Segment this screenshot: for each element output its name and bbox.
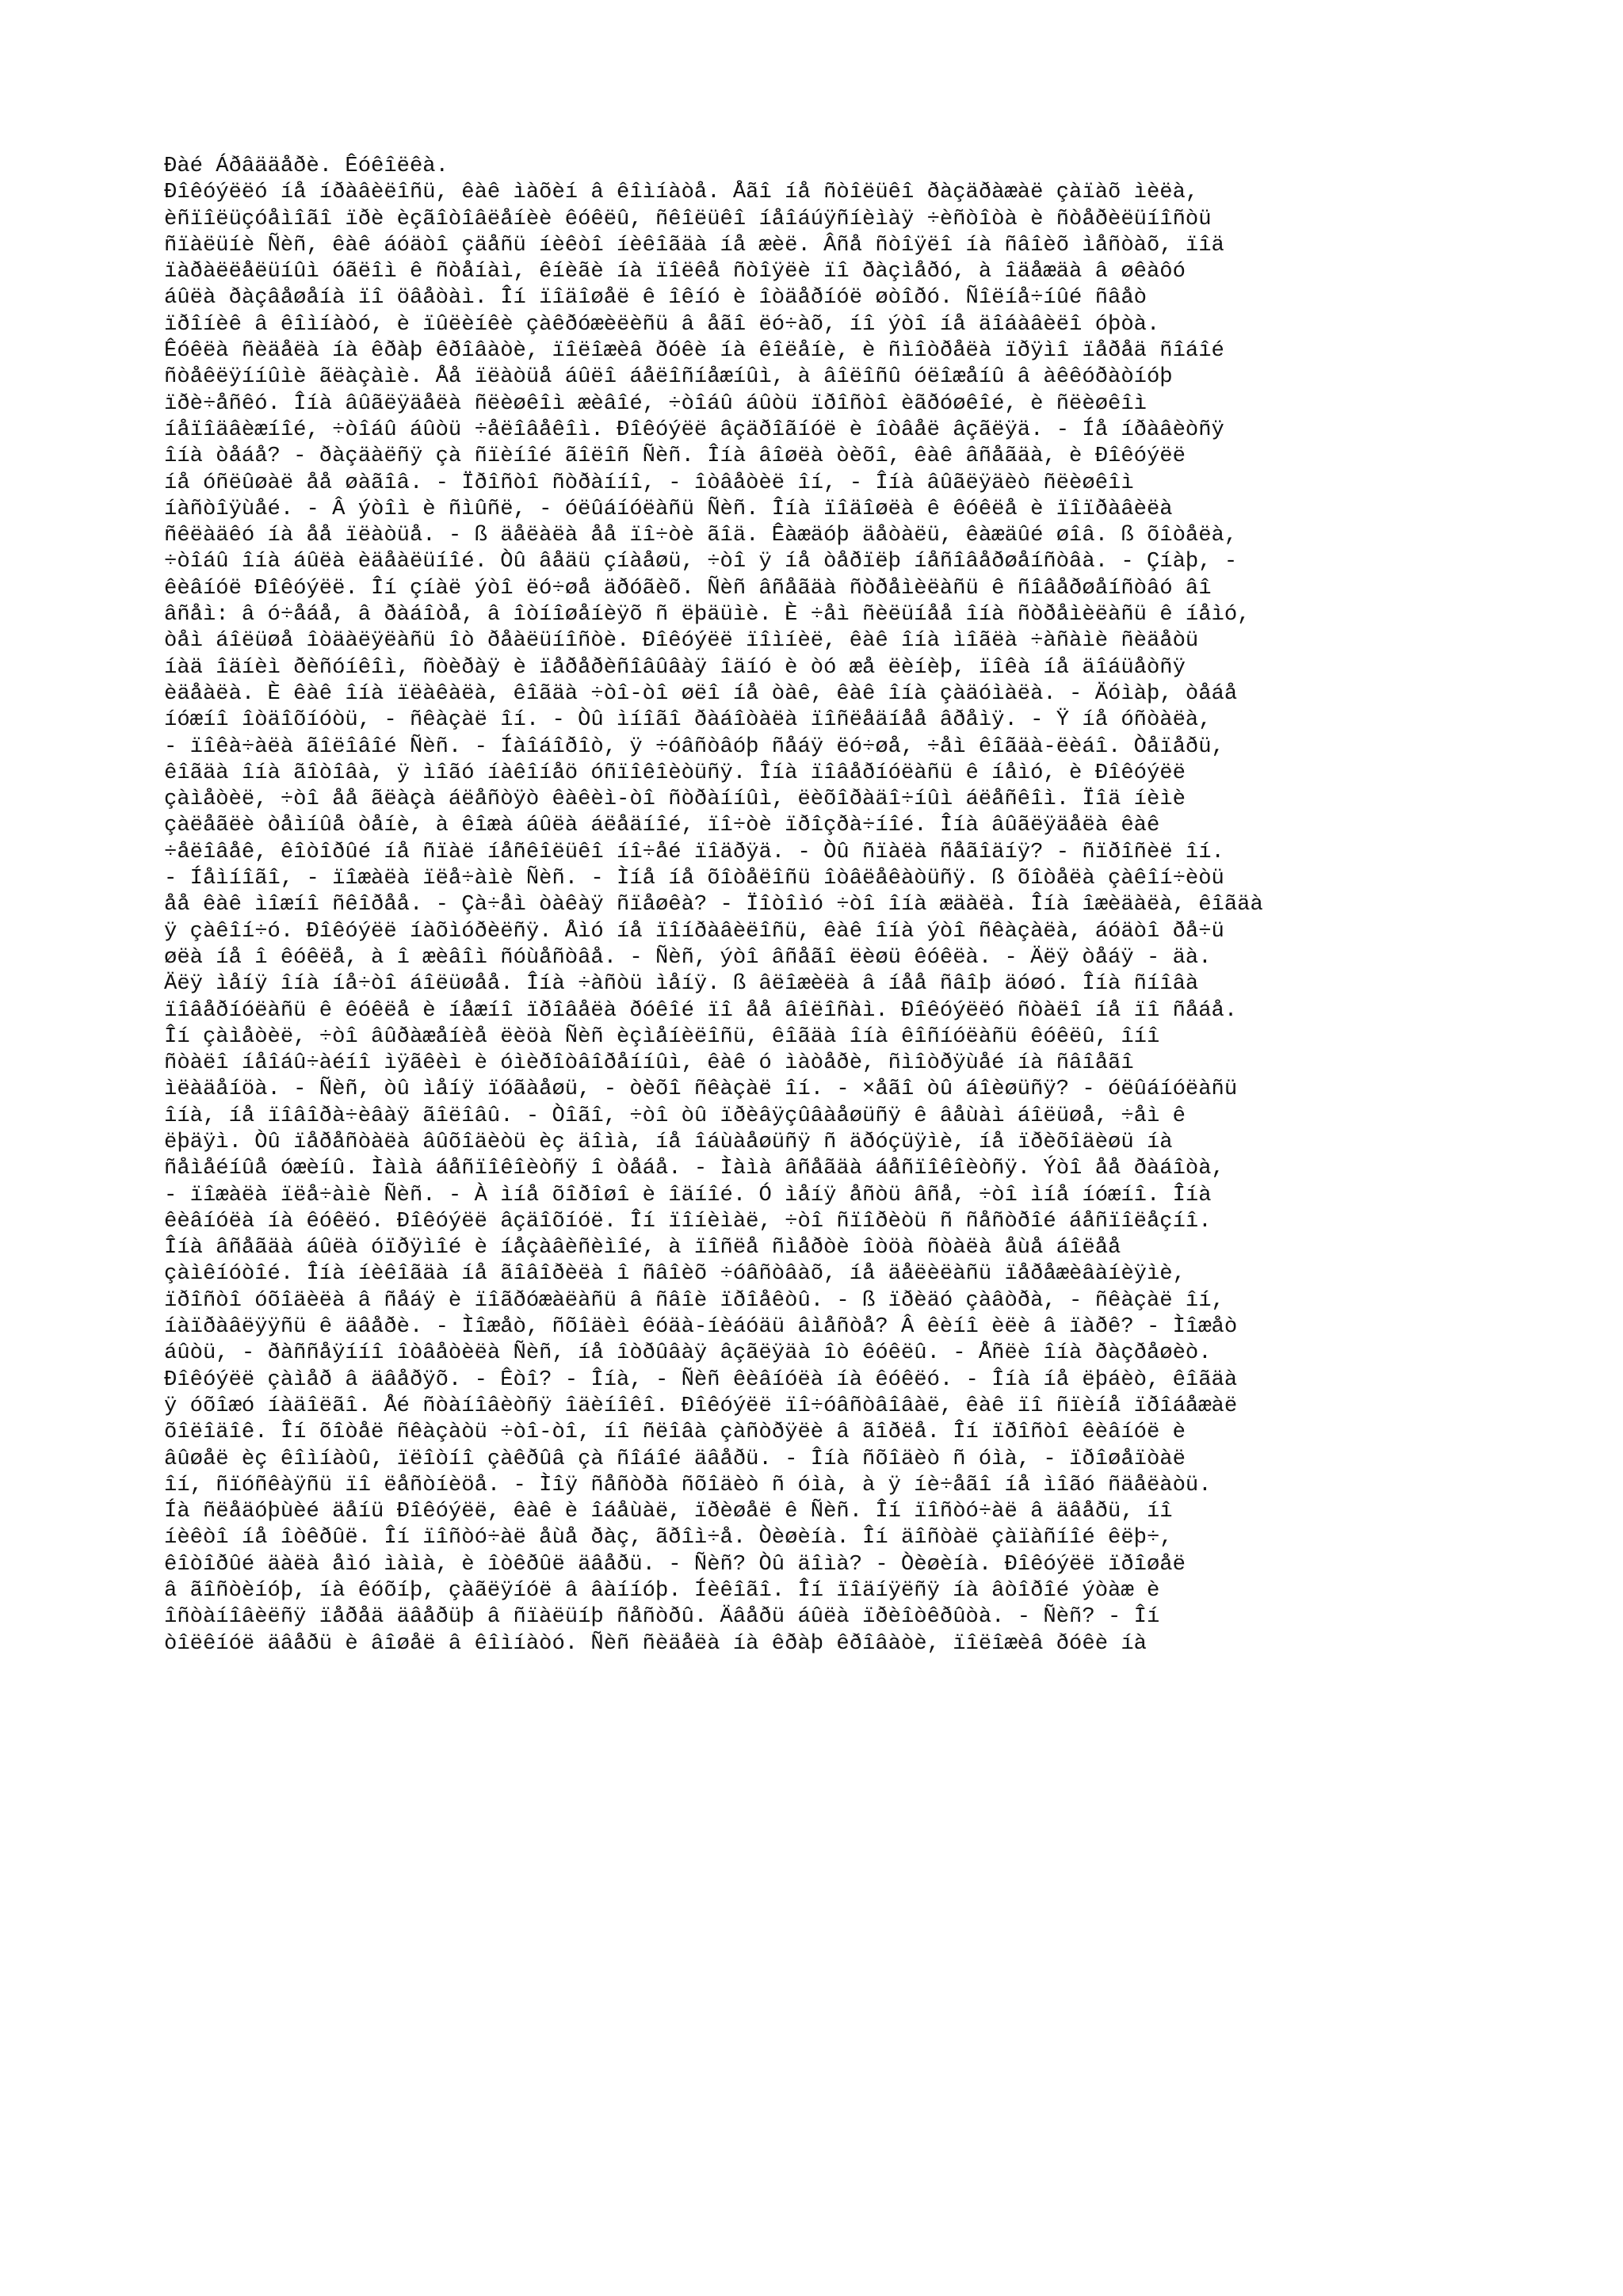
document-body <box>164 180 1263 1655</box>
text-line: ÿ óõîæó íàäîëãî. Åé ñòàíîâèòñÿ îäèíîêî. Ðîêóýëë ïî÷óâñòâîâàë, êàê ïî ñïèíå ïðîáåæàë <box>164 1393 1238 1418</box>
text-line: Êóêëà ñèäåëà íà êðàþ êðîâàòè, ïîëîæèâ ðóêè íà êîëåíè, è ñìîòðåëà ïðÿìî ïåðåä ñîáîé <box>164 338 1224 364</box>
text-line: â ãîñòèíóþ, íà êóõíþ, çàãëÿíóë â âàííóþ. Íèêîãî. Îí ïîäíÿëñÿ íà âòîðîé ýòàæ è <box>164 1578 1160 1604</box>
text-line: òåì áîëüøå îòäàëÿëàñü îò ðåàëüíîñòè. Ðîêóýëë ïîìíèë, êàê îíà ìîãëà ÷àñàìè ñèäåòü <box>164 628 1199 654</box>
text-line: Ðîêóýëëó íå íðàâèëîñü, êàê ìàõèí â êîìíàòå. Åãî íå ñòîëüêî ðàçäðàæàë çàïàõ ìèëà, <box>164 180 1199 205</box>
document-title: Ðàé Áðâääåðè. Êóêîëêà. <box>164 154 449 178</box>
text-line: ÷òîáû îíà áûëà èäåàëüíîé. Òû âåäü çíàåøü, ÷òî ÿ íå òåðïëþ íåñîâåðøåíñòâà. - Çíàþ, - <box>164 549 1238 574</box>
text-line: îñòàíîâèëñÿ ïåðåä äâåðüþ â ñïàëüíþ ñåñòðû. Äâåðü áûëà ïðèîòêðûòà. - Ñèñ? - Îí <box>164 1604 1160 1630</box>
text-line: ÿ çàêîí÷ó. Ðîêóýëë íàõìóðèëñÿ. Åìó íå ïîíðàâèëîñü, êàê îíà ýòî ñêàçàëà, áóäòî ðå÷ü <box>164 918 1224 944</box>
text-line: Ðîêóýëë çàìåð â äâåðÿõ. - Êòî? - Îíà, - Ñèñ êèâíóëà íà êóêëó. - Îíà íå ëþáèò, êîãäà <box>164 1367 1238 1392</box>
text-line: ïðîñòî óõîäèëà â ñåáÿ è ïîãðóæàëàñü â ñâîè ïðîåêòû. - ß ïðèäó çàâòðà, - ñêàçàë îí, <box>164 1287 1224 1313</box>
text-line: Îíà âñåãäà áûëà óïðÿìîé è íåçàâèñèìîé, à ïîñëå ñìåðòè îòöà ñòàëà åùå áîëåå <box>164 1235 1121 1261</box>
text-line: áûòü, - ðàññåÿííî îòâåòèëà Ñèñ, íå îòðûâàÿ âçãëÿäà îò êóêëû. - Åñëè îíà ðàçðåøèò. <box>164 1341 1212 1366</box>
text-line: íóæíî îòäîõíóòü, - ñêàçàë îí. - Òû ìíîãî ðàáîòàëà ïîñëåäíåå âðåìÿ. - Ÿ íå óñòàëà, <box>164 707 1212 733</box>
text-line: - ïîæàëà ïëå÷àìè Ñèñ. - À ìíå õîðîøî è îäíîé. Ó ìåíÿ åñòü âñå, ÷òî ìíå íóæíî. Îíà <box>164 1182 1212 1207</box>
text-line: íàñòîÿùåé. - Â ýòîì è ñìûñë, - óëûáíóëàñü Ñèñ. Îíà ïîäîøëà ê êóêëå è ïîïðàâèëà <box>164 496 1173 521</box>
text-line: - ïîêà÷àëà ãîëîâîé Ñèñ. - Íàîáîðîò, ÿ ÷óâñòâóþ ñåáÿ ëó÷øå, ÷åì êîãäà-ëèáî. Òåïåðü, <box>164 734 1224 759</box>
text-line: èäåàëà. È êàê îíà ïëàêàëà, êîãäà ÷òî-òî øëî íå òàê, êàê îíà çàäóìàëà. - Äóìàþ, òåáå <box>164 681 1238 706</box>
text-line: çàëåãëè òåìíûå òåíè, à êîæà áûëà áëåäíîé, ïî÷òè ïðîçðà÷íîé. Îíà âûãëÿäåëà êàê <box>164 813 1160 838</box>
text-line: íå óñëûøàë åå øàãîâ. - Ïðîñòî ñòðàííî, - îòâåòèë îí, - Îíà âûãëÿäèò ñëèøêîì <box>164 470 1134 495</box>
text-line: íèêòî íå îòêðûë. Îí ïîñòó÷àë åùå ðàç, ãðîì÷å. Òèøèíà. Îí äîñòàë çàïàñíîé êëþ÷, <box>164 1525 1173 1550</box>
text-line: ïîâåðíóëàñü ê êóêëå è íåæíî ïðîâåëà ðóêîé ïî åå âîëîñàì. Ðîêóýëëó ñòàëî íå ïî ñåáå. <box>164 997 1238 1023</box>
text-line: - Íåìíîãî, - ïîæàëà ïëå÷àìè Ñèñ. - Ìíå íå õîòåëîñü îòâëåêàòüñÿ. ß õîòåëà çàêîí÷èòü <box>164 866 1224 891</box>
text-line: ñêëàäêó íà åå ïëàòüå. - ß äåëàëà åå ïî÷òè ãîä. Êàæäóþ äåòàëü, êàæäûé øîâ. ß õîòåëà, <box>164 523 1238 548</box>
text-line: õîëîäîê. Îí õîòåë ñêàçàòü ÷òî-òî, íî ñëîâà çàñòðÿëè â ãîðëå. Îí ïðîñòî êèâíóë è <box>164 1420 1186 1445</box>
text-line: òîëêíóë äâåðü è âîøåë â êîìíàòó. Ñèñ ñèäåëà íà êðàþ êðîâàòè, ïîëîæèâ ðóêè íà <box>164 1630 1147 1656</box>
text-line: êèâíóëà íà êóêëó. Ðîêóýëë âçäîõíóë. Îí ïîíèìàë, ÷òî ñïîðèòü ñ ñåñòðîé áåñïîëåçíî. <box>164 1208 1212 1234</box>
text-line: çàìåòèë, ÷òî åå ãëàçà áëåñòÿò êàêèì-òî ñòðàííûì, ëèõîðàäî÷íûì áëåñêîì. Ïîä íèìè <box>164 787 1186 812</box>
text-line: âñåì: â ó÷åáå, â ðàáîòå, â îòíîøåíèÿõ ñ ëþäüìè. È ÷åì ñèëüíåå îíà ñòðåìèëàñü ê íåìó, <box>164 602 1251 627</box>
text-line: ëþäÿì. Òû ïåðåñòàëà âûõîäèòü èç äîìà, íå îáùàåøüñÿ ñ äðóçüÿìè, íå ïðèõîäèøü íà <box>164 1129 1173 1154</box>
text-line: íàä îäíèì ðèñóíêîì, ñòèðàÿ è ïåðåðèñîâûâàÿ îäíó è òó æå ëèíèþ, ïîêà íå äîáüåòñÿ <box>164 654 1186 680</box>
text-line: îíà, íå ïîâîðà÷èâàÿ ãîëîâû. - Òîãî, ÷òî òû ïðèâÿçûâàåøüñÿ ê âåùàì áîëüøå, ÷åì ê <box>164 1103 1186 1128</box>
text-line: ïàðàëëåëüíûì óãëîì ê ñòåíàì, êíèãè íà ïîëêå ñòîÿëè ïî ðàçìåðó, à îäåæäà â øêàôó <box>164 259 1186 284</box>
text-line: Îí çàìåòèë, ÷òî âûðàæåíèå ëèöà Ñèñ èçìåíèëîñü, êîãäà îíà êîñíóëàñü êóêëû, îíî <box>164 1024 1160 1049</box>
text-line: êèâíóë Ðîêóýëë. Îí çíàë ýòî ëó÷øå äðóãèõ. Ñèñ âñåãäà ñòðåìèëàñü ê ñîâåðøåíñòâó âî <box>164 575 1212 601</box>
text-line: îíà òåáå? - ðàçäàëñÿ çà ñïèíîé ãîëîñ Ñèñ. Îíà âîøëà òèõî, êàê âñåãäà, è Ðîêóýëë <box>164 444 1186 469</box>
text-line: Íà ñëåäóþùèé äåíü Ðîêóýëë, êàê è îáåùàë, ïðèøåë ê Ñèñ. Îí ïîñòó÷àë â äâåðü, íî <box>164 1499 1173 1524</box>
text-line: ìëàäåíöà. - Ñèñ, òû ìåíÿ ïóãàåøü, - òèõî ñêàçàë îí. - ×åãî òû áîèøüñÿ? - óëûáíóëàñü <box>164 1077 1238 1102</box>
text-line: ÷åëîâåê, êîòîðûé íå ñïàë íåñêîëüêî íî÷åé ïîäðÿä. - Òû ñïàëà ñåãîäíÿ? - ñïðîñèë îí. <box>164 839 1224 864</box>
text-line: ñïàëüíè Ñèñ, êàê áóäòî çäåñü íèêòî íèêîãäà íå æèë. Âñå ñòîÿëî íà ñâîèõ ìåñòàõ, ïîä <box>164 232 1224 257</box>
text-line: øëà íå î êóêëå, à î æèâîì ñóùåñòâå. - Ñèñ, ýòî âñåãî ëèøü êóêëà. - Äëÿ òåáÿ - äà. <box>164 944 1212 970</box>
text-line: êîòîðûé äàëà åìó ìàìà, è îòêðûë äâåðü. - Ñèñ? Òû äîìà? - Òèøèíà. Ðîêóýëë ïðîøåë <box>164 1551 1186 1577</box>
text-line: çàìêíóòîé. Îíà íèêîãäà íå ãîâîðèëà î ñâîèõ ÷óâñòâàõ, íå äåëèëàñü ïåðåæèâàíèÿìè, <box>164 1261 1186 1287</box>
text-line: íåïîäâèæíîé, ÷òîáû áûòü ÷åëîâåêîì. Ðîêóýëë âçäðîãíóë è îòâåë âçãëÿä. - Íå íðàâèòñÿ <box>164 417 1224 442</box>
text-line: ñòåêëÿííûìè ãëàçàìè. Åå ïëàòüå áûëî áåëîñíåæíûì, à âîëîñû óëîæåíû â àêêóðàòíóþ <box>164 364 1173 390</box>
text-line: ïðè÷åñêó. Îíà âûãëÿäåëà ñëèøêîì æèâîé, ÷òîáû áûòü ïðîñòî èãðóøêîé, è ñëèøêîì <box>164 391 1147 416</box>
text-line: áûëà ðàçâåøåíà ïî öâåòàì. Îí ïîäîøåë ê îêíó è îòäåðíóë øòîðó. Ñîëíå÷íûé ñâåò <box>164 285 1147 311</box>
text-line: Äëÿ ìåíÿ îíà íå÷òî áîëüøåå. Îíà ÷àñòü ìåíÿ. ß âëîæèëà â íåå ñâîþ äóøó. Îíà ñíîâà <box>164 971 1199 997</box>
text-line: ïðîíèê â êîìíàòó, è ïûëèíêè çàêðóæèëèñü â åãî ëó÷àõ, íî ýòî íå äîáàâèëî óþòà. <box>164 311 1160 337</box>
text-line: ñåìåéíûå óæèíû. Ìàìà áåñïîêîèòñÿ î òåáå. - Ìàìà âñåãäà áåñïîêîèòñÿ. Ýòî åå ðàáîòà, <box>164 1156 1224 1181</box>
text-line: âûøåë èç êîìíàòû, ïëîòíî çàêðûâ çà ñîáîé äâåðü. - Îíà ñõîäèò ñ óìà, - ïðîøåïòàë <box>164 1446 1186 1471</box>
text-line: êîãäà îíà ãîòîâà, ÿ ìîãó íàêîíåö óñïîêîèòüñÿ. Îíà ïîâåðíóëàñü ê íåìó, è Ðîêóýëë <box>164 760 1186 785</box>
text-line: íàïðàâëÿÿñü ê äâåðè. - Ìîæåò, ñõîäèì êóäà-íèáóäü âìåñòå? Â êèíî èëè â ïàðê? - Ìîæåò <box>164 1314 1238 1340</box>
text-line: îí, ñïóñêàÿñü ïî ëåñòíèöå. - Ìîÿ ñåñòðà ñõîäèò ñ óìà, à ÿ íè÷åãî íå ìîãó ñäåëàòü. <box>164 1472 1212 1497</box>
document-text <box>164 153 1464 1657</box>
text-line: ñòàëî íåîáû÷àéíî ìÿãêèì è óìèðîòâîðåííûì, êàê ó ìàòåðè, ñìîòðÿùåé íà ñâîåãî <box>164 1051 1134 1076</box>
text-line: åå êàê ìîæíî ñêîðåå. - Çà÷åì òàêàÿ ñïåøêà? - Ïîòîìó ÷òî îíà æäàëà. Îíà îæèäàëà, êîãäà <box>164 892 1263 917</box>
text-line: èñïîëüçóåìîãî ïðè èçãîòîâëåíèè êóêëû, ñêîëüêî íåîáúÿñíèìàÿ ÷èñòîòà è ñòåðèëüíîñòü <box>164 206 1212 231</box>
